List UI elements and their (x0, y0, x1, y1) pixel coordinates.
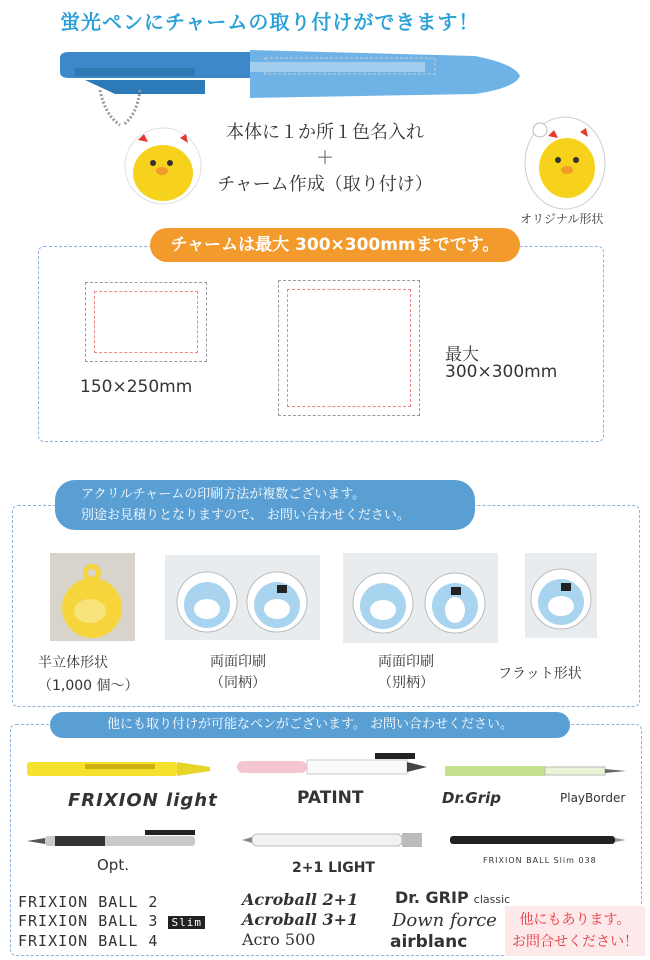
large-size-outline (278, 280, 420, 416)
downforce-logo: Down force (392, 910, 497, 931)
frixion-light-logo: FRIXION light (68, 790, 218, 811)
frixion-slim-pen-image (448, 830, 628, 850)
original-shape-charm-image (520, 108, 610, 213)
print-item-sub-3: （別柄） (378, 675, 434, 691)
plus-sign: ＋ (316, 148, 334, 169)
classic-label: classic (473, 893, 511, 906)
acroball-2plus1-logo: Acroball 2+1 (242, 890, 359, 909)
drgrip-classic-logo: Dr. GRIP (395, 888, 469, 907)
patint-logo: PATINT (297, 788, 364, 808)
large-size-label: 300×300mm (445, 362, 558, 382)
double-sided-different-image (343, 553, 498, 643)
print-item-sub-2: （同柄） (210, 675, 266, 691)
spec-line-2: チャーム作成（取り付け） (217, 174, 433, 195)
airblanc-logo: airblanc (390, 932, 468, 952)
small-size-label: 150×250mm (80, 377, 193, 397)
large-size-max-label: 最大 (445, 345, 479, 365)
patint-pen-image (235, 750, 430, 780)
frixion-ball-2-logo: FRIXION BALL 2 (18, 893, 159, 911)
frixion-light-pen-image (25, 758, 215, 780)
print-banner-line-1: アクリルチャームの印刷方法が複数ございます。 (81, 487, 366, 502)
print-item-sub-1: （1,000 個～） (38, 678, 139, 694)
small-size-outline (85, 282, 207, 362)
max-size-banner: チャームは最大 300×300mmまでです。 (150, 228, 520, 262)
frixion-ball-3-logo: FRIXION BALL 3 (18, 912, 159, 930)
flat-charm-image (525, 553, 597, 638)
drgrip-logo: Dr.Grip (442, 789, 501, 807)
print-item-label-1: 半立体形状 (38, 655, 108, 671)
opt-logo: Opt. (97, 856, 129, 874)
spec-line-1: 本体に１か所１色名入れ (226, 122, 424, 143)
compatible-pens-banner: 他にも取り付けが可能なペンがございます。 お問い合わせください。 (50, 712, 570, 738)
more-pens-line-2: お問合せください！ (512, 934, 638, 950)
acroball-3plus1-logo: Acroball 3+1 (242, 910, 359, 929)
frixion-ball-4-logo: FRIXION BALL 4 (18, 932, 159, 950)
chick-charm-image (118, 118, 208, 208)
print-banner-line-2: 別途お見積りとなりますので、 お問い合わせください。 (81, 508, 410, 523)
slim-badge: Slim (168, 916, 205, 929)
print-item-label-3: 両面印刷 (378, 654, 434, 670)
semi-3d-charm-image (50, 553, 135, 641)
playborder-logo: PlayBorder (560, 791, 626, 805)
2plus1-light-logo: 2+1 LIGHT (292, 860, 375, 876)
more-pens-line-1: 他にもあります。 (519, 912, 631, 928)
print-item-label-4: フラット形状 (498, 666, 582, 682)
page-title: 蛍光ペンにチャームの取り付けができます！ (60, 10, 480, 34)
acro-500-logo: Acro 500 (242, 930, 316, 949)
opt-pen-image (25, 828, 210, 852)
print-item-label-2: 両面印刷 (210, 654, 266, 670)
double-sided-same-image (165, 555, 320, 640)
drgrip-playborder-pen-image (443, 760, 628, 782)
2plus1-light-pen-image (240, 826, 425, 852)
original-shape-label: オリジナル形状 (520, 212, 604, 226)
frixion-slim-logo: FRIXION BALL Slim 038 (483, 856, 597, 865)
